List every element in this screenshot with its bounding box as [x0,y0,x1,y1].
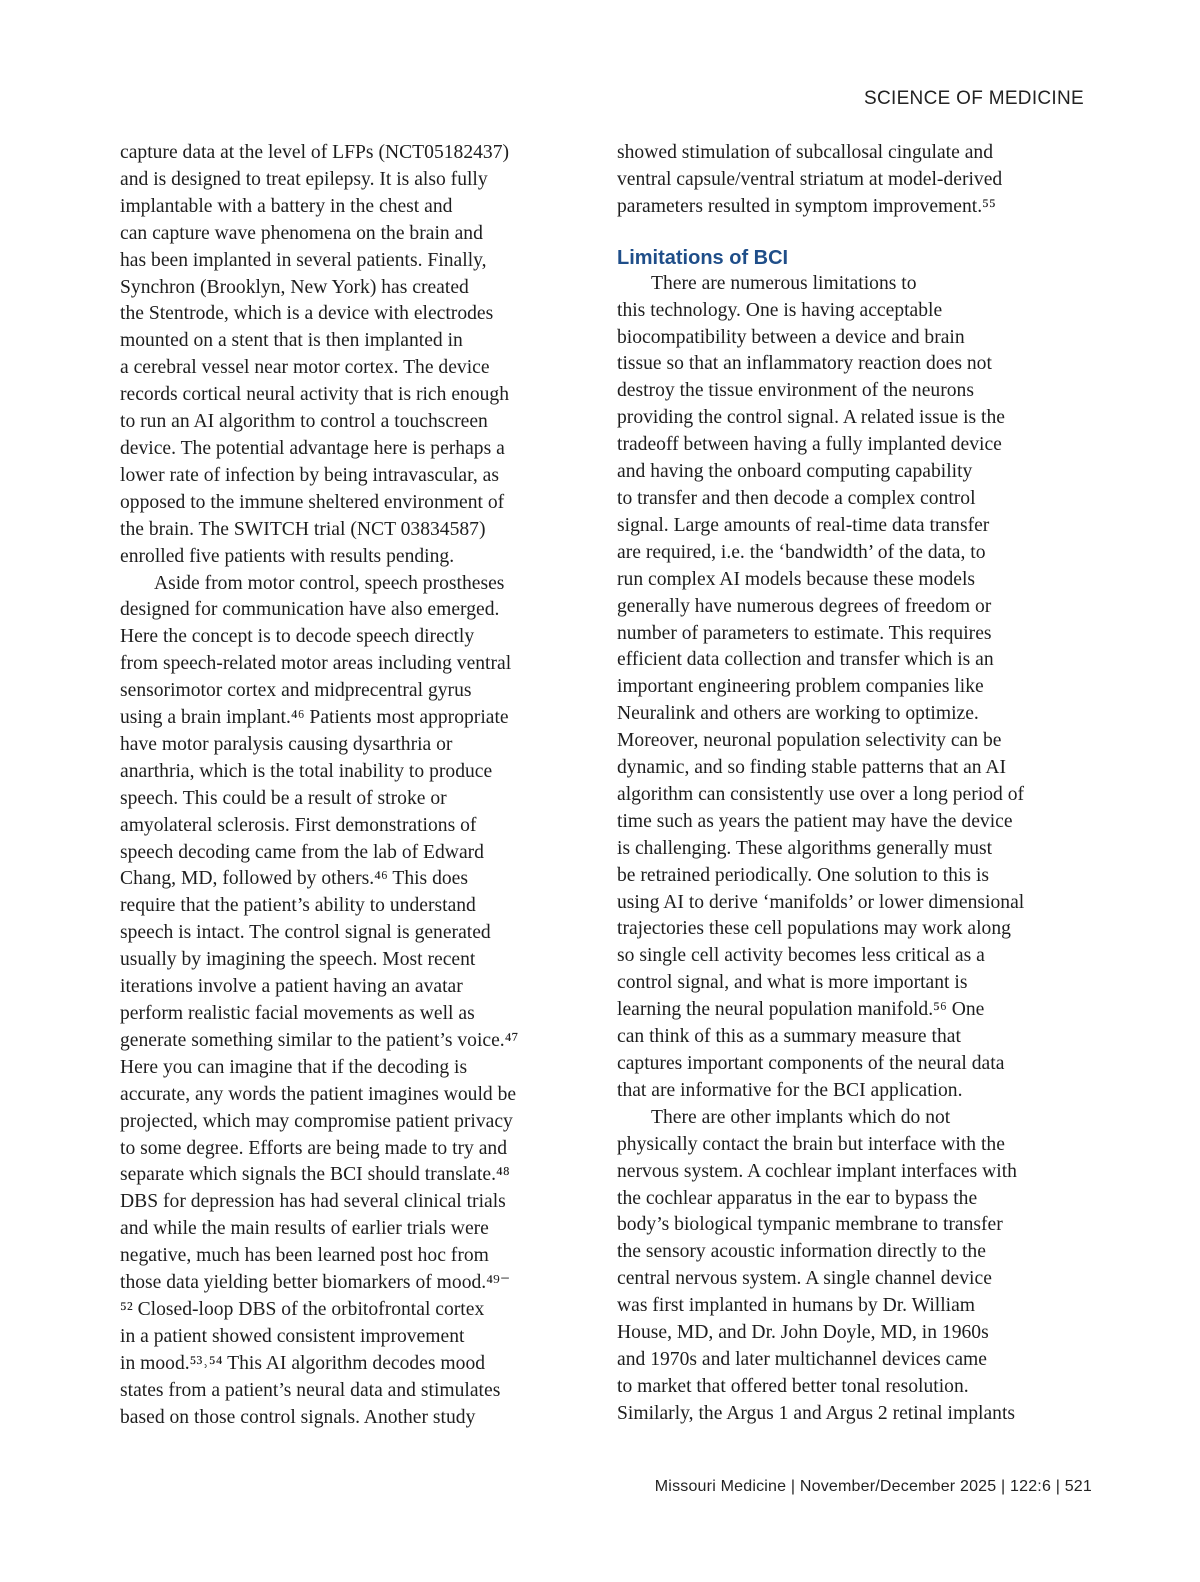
page-footer: Missouri Medicine | November/December 2025 | 122:6 | 521 [654,1478,1092,1495]
body-paragraph: There are numerous limitations to this technology. One is having acceptable biocompatibility between a device and brain tissue so that an inflammatory reaction does not destroy the tissue environment of the neurons providing the control signal. A related issue is the tradeoff between having a fully implanted device and having the onboard computing capability to transfer and then decode a complex control signal. Large amounts of real-time data transfer are required, i.e. the ‘bandwidth’ of the data, to run complex AI models because these models generally have numerous degrees of freedom or number of parameters to estimate. This requires efficient data collection and transfer which is an important engineering problem companies like Neuralink and others are working to optimize. Moreover, neuronal population selectivity can be dynamic, and so finding stable patterns that an AI algorithm can consistently use over a long period of time such as years the patient may have the device is challenging. These algorithms generally must be retrained periodically. One solution to this is using AI to derive ‘manifolds’ or lower dimensional trajectories these cell populations may work along so single cell activity becomes less critical as a control signal, and what is more important is learning the neural population manifold.⁵⁶ One can think of this as a summary measure that captures important components of the neural data that are informative for the BCI application. [617,272,1025,1101]
body-paragraph: capture data at the level of LFPs (NCT05182437) and is designed to treat epilepsy. It is also fully implantable with a battery in the chest and can capture wave phenomena on the brain and has been implanted in several patients. Finally, Synchron (Brooklyn, New York) has created the Stentrode, which is a device with electrodes mounted on a stent that is then implanted in a cerebral vessel near motor cortex. The device records cortical neural activity that is rich enough to run an AI algorithm to control a touchscreen device. The potential advantage here is perhaps a lower rate of infection by being intravascular, as opposed to the immune sheltered environment of the brain. The SWITCH trial (NCT 03834587) enrolled five patients with results pending. [120,142,510,567]
body-paragraph: There are other implants which do not physically contact the brain but interface with the nervous system. A cochlear implant interfaces with the cochlear apparatus in the ear to bypass the body’s biological tympanic membrane to transfer the sensory acoustic information directly to the central nervous system. A single channel device was first implanted in humans by Dr. William House, MD, and Dr. John Doyle, MD, in 1960s and 1970s and later multichannel devices came to market that offered better tonal resolution. Similarly, the Argus 1 and Argus 2 retinal implants [617,1106,1017,1424]
body-paragraph: showed stimulation of subcallosal cingulate and ventral capsule/ventral striatum at model-derived parameters resulted in symptom improvement.⁵⁵ [617,142,1003,217]
section-heading: Limitations of BCI [617,246,789,269]
right-column [617,140,1077,1428]
section-header: SCIENCE OF MEDICINE [864,88,1084,109]
body-paragraph: Aside from motor control, speech prostheses designed for communication have also emerged. Here the concept is to decode speech directly from speech-related motor areas including ventral sensorimotor cortex and midprecentral gyrus using a brain implant.⁴⁶ Patients most appropriate have motor paralysis causing dysarthria or anarthria, which is the total inability to produce speech. This could be a result of stroke or amyolateral sclerosis. First demonstrations of speech decoding came from the lab of Edward Chang, MD, followed by others.⁴⁶ This does require that the patient’s ability to understand speech is intact. The control signal is generated usually by imagining the speech. Most recent iterations involve a patient having an avatar perform realistic facial movements as well as generate something similar to the patient’s voice.⁴⁷ Here you can imagine that if the decoding is accurate, any words the patient imagines would be projected, which may compromise patient privacy to some degree. Efforts are being made to try and separate which signals the BCI should translate.⁴⁸ DBS for depression has had several clinical trials and while the main results of earlier trials were negative, much has been learned post hoc from those data yielding better biomarkers of mood.⁴⁹⁻ ⁵² Closed-loop DBS of the orbitofrontal cortex in a patient showed consistent improvement in mood.⁵³˒⁵⁴ This AI algorithm decodes mood states from a patient’s neural data and stimulates based on those control signals. Another study [120,572,519,1428]
left-column [120,140,568,1432]
